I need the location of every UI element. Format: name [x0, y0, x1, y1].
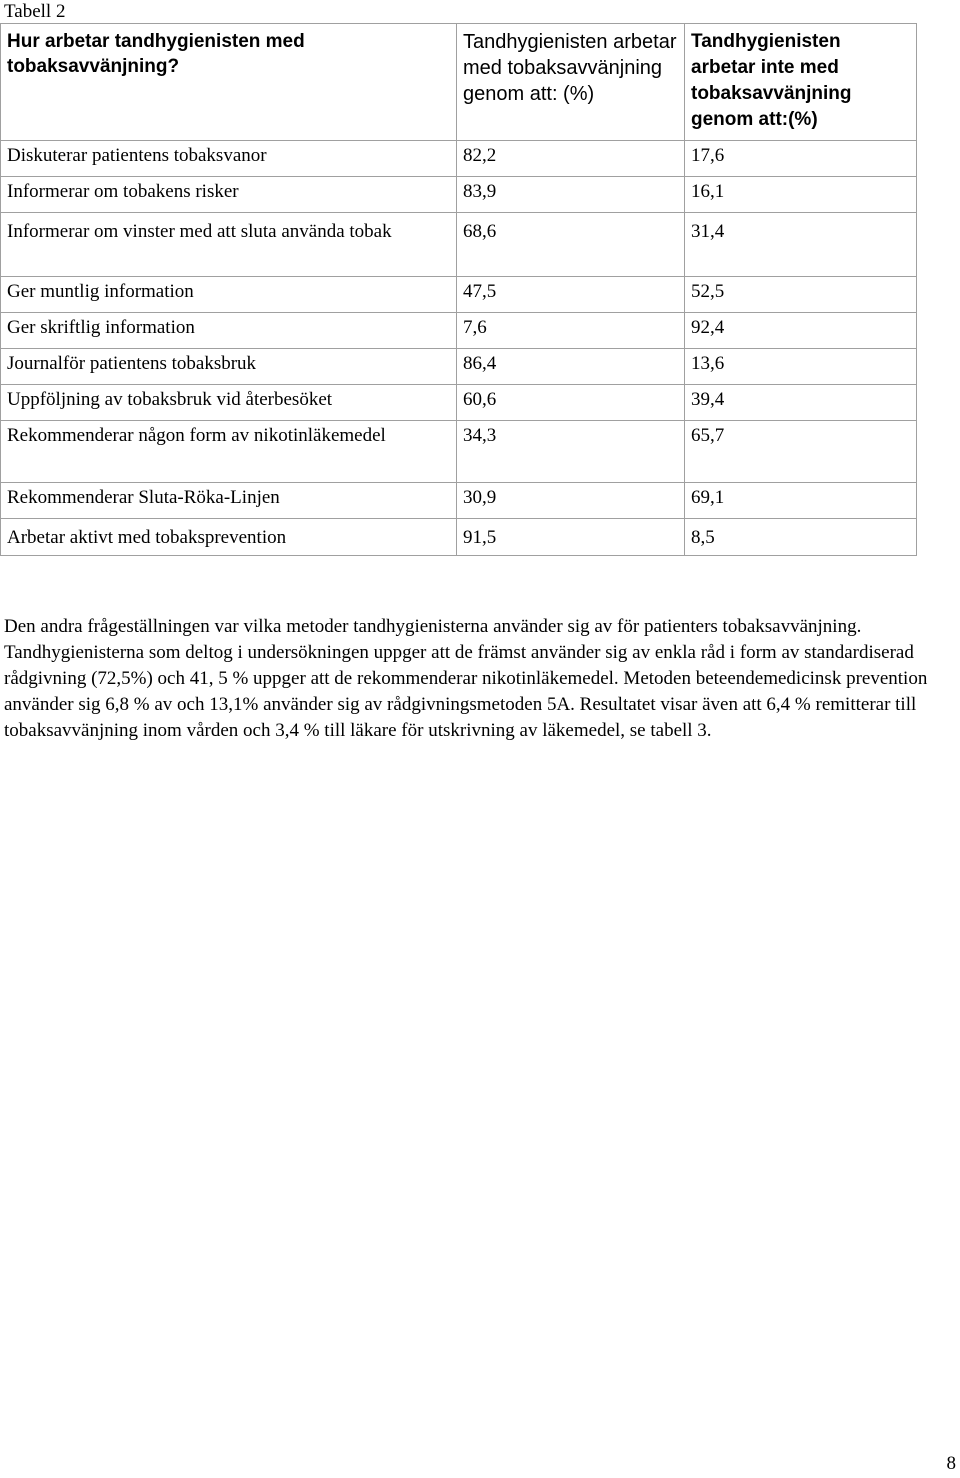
row-value-without: 92,4 — [685, 313, 917, 349]
table-row — [1, 141, 917, 177]
row-value-with: 86,4 — [457, 349, 685, 385]
row-value-without: 69,1 — [685, 483, 917, 519]
table-row — [1, 177, 917, 213]
table-row — [1, 421, 917, 483]
row-value-with: 34,3 — [457, 421, 685, 483]
row-value-with: 60,6 — [457, 385, 685, 421]
row-value-without: 31,4 — [685, 213, 917, 277]
row-label: Uppföljning av tobaksbruk vid återbesöket — [1, 385, 457, 421]
row-label: Arbetar aktivt med tobaksprevention — [1, 519, 457, 556]
row-label: Diskuterar patientens tobaksvanor — [1, 141, 457, 177]
row-label: Rekommenderar någon form av nikotinläkemedel — [1, 421, 457, 483]
table-caption: Tabell 2 — [4, 1, 66, 22]
body-paragraph: Den andra frågeställningen var vilka metoder tandhygienisterna använder sig av för patienters tobaksavvänjning. Tandhygienisterna som deltog i undersökningen uppger att de främst använder sig av enkla råd i form av standardiserad rådgivning (72,5%) och 41, 5 % uppger att de rekommenderar nikotinläkemedel. Metoden beteendemedicinsk prevention använder sig 6,8 % av och 13,1% använder sig av rådgivningsmetoden 5A. Resultatet visar även att 6,4 % remitterar till tobaksavvänjning inom vården och 3,4 % till läkare för utskrivning av läkemedel, se tabell 3. — [4, 616, 928, 741]
row-value-with: 82,2 — [457, 141, 685, 177]
table-row — [1, 385, 917, 421]
row-value-with: 47,5 — [457, 277, 685, 313]
row-value-without: 52,5 — [685, 277, 917, 313]
row-value-with: 68,6 — [457, 213, 685, 277]
header-question: Hur arbetar tandhygienisten med tobaksavvänjning? — [1, 24, 457, 141]
page-number: 8 — [946, 1453, 956, 1474]
row-label: Informerar om vinster med att sluta använda tobak — [1, 213, 457, 277]
table-row — [1, 277, 917, 313]
row-label: Informerar om tobakens risker — [1, 177, 457, 213]
row-value-without: 16,1 — [685, 177, 917, 213]
table-row — [1, 213, 917, 277]
row-value-without: 13,6 — [685, 349, 917, 385]
row-value-without: 8,5 — [685, 519, 917, 556]
results-table — [0, 23, 917, 556]
row-value-with: 91,5 — [457, 519, 685, 556]
header-col-without: Tandhygienisten arbetar inte med tobaksavvänjning genom att:(%) — [685, 24, 917, 141]
row-value-without: 17,6 — [685, 141, 917, 177]
header-col-with: Tandhygienisten arbetar med tobaksavvänjning genom att: (%) — [457, 24, 685, 141]
table-row — [1, 313, 917, 349]
row-label: Rekommenderar Sluta-Röka-Linjen — [1, 483, 457, 519]
table-row — [1, 483, 917, 519]
table-row — [1, 519, 917, 556]
row-value-with: 83,9 — [457, 177, 685, 213]
row-label: Journalför patientens tobaksbruk — [1, 349, 457, 385]
row-label: Ger skriftlig information — [1, 313, 457, 349]
table-header-row — [1, 24, 917, 141]
row-value-with: 7,6 — [457, 313, 685, 349]
row-value-with: 30,9 — [457, 483, 685, 519]
table-row — [1, 349, 917, 385]
row-value-without: 39,4 — [685, 385, 917, 421]
row-value-without: 65,7 — [685, 421, 917, 483]
row-label: Ger muntlig information — [1, 277, 457, 313]
